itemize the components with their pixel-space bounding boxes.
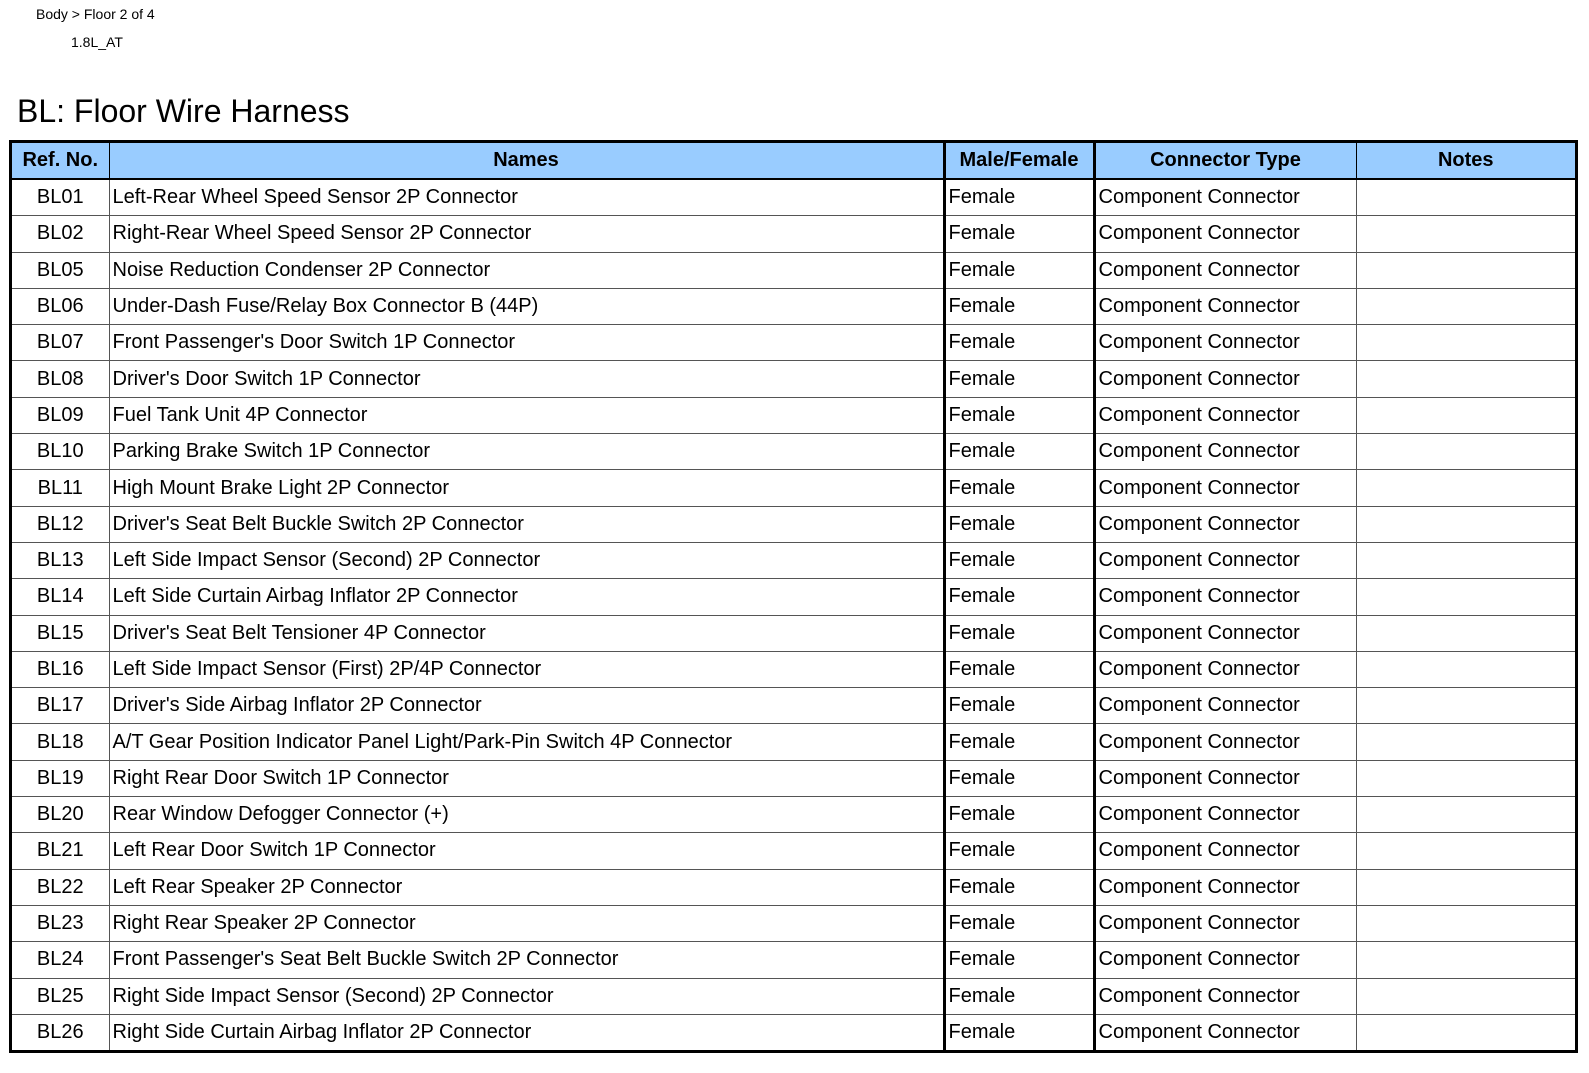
cell-ref-no: BL20	[12, 797, 109, 833]
cell-notes	[1356, 361, 1575, 397]
cell-notes	[1356, 760, 1575, 796]
cell-notes	[1356, 724, 1575, 760]
table-row	[12, 325, 1575, 361]
cell-connector-type: Component Connector	[1094, 179, 1356, 216]
column-header-connector-type: Connector Type	[1094, 143, 1356, 179]
cell-notes	[1356, 797, 1575, 833]
cell-notes	[1356, 833, 1575, 869]
cell-notes	[1356, 252, 1575, 288]
cell-ref-no: BL19	[12, 760, 109, 796]
cell-ref-no: BL16	[12, 651, 109, 687]
table-row	[12, 869, 1575, 905]
cell-ref-no: BL12	[12, 506, 109, 542]
cell-ref-no: BL02	[12, 216, 109, 252]
cell-male-female: Female	[944, 470, 1094, 506]
cell-notes	[1356, 942, 1575, 978]
table-row	[12, 905, 1575, 941]
cell-connector-type: Component Connector	[1094, 361, 1356, 397]
cell-notes	[1356, 506, 1575, 542]
cell-name: Parking Brake Switch 1P Connector	[109, 434, 944, 470]
cell-name: Front Passenger's Seat Belt Buckle Switch 2P Connector	[109, 942, 944, 978]
cell-connector-type: Component Connector	[1094, 833, 1356, 869]
cell-ref-no: BL14	[12, 579, 109, 615]
cell-connector-type: Component Connector	[1094, 434, 1356, 470]
cell-male-female: Female	[944, 651, 1094, 687]
cell-name: Right Rear Speaker 2P Connector	[109, 905, 944, 941]
cell-notes	[1356, 434, 1575, 470]
cell-ref-no: BL13	[12, 542, 109, 578]
cell-ref-no: BL23	[12, 905, 109, 941]
cell-ref-no: BL21	[12, 833, 109, 869]
table-row	[12, 688, 1575, 724]
cell-ref-no: BL24	[12, 942, 109, 978]
cell-ref-no: BL15	[12, 615, 109, 651]
table-row	[12, 942, 1575, 978]
cell-male-female: Female	[944, 1014, 1094, 1050]
cell-male-female: Female	[944, 615, 1094, 651]
cell-ref-no: BL18	[12, 724, 109, 760]
cell-name: Driver's Side Airbag Inflator 2P Connector	[109, 688, 944, 724]
cell-connector-type: Component Connector	[1094, 216, 1356, 252]
cell-ref-no: BL09	[12, 397, 109, 433]
column-header-notes: Notes	[1356, 143, 1575, 179]
cell-name: Driver's Seat Belt Buckle Switch 2P Connector	[109, 506, 944, 542]
cell-notes	[1356, 615, 1575, 651]
cell-connector-type: Component Connector	[1094, 905, 1356, 941]
cell-notes	[1356, 579, 1575, 615]
table-row	[12, 1014, 1575, 1050]
table-row	[12, 252, 1575, 288]
table-row	[12, 978, 1575, 1014]
cell-notes	[1356, 905, 1575, 941]
cell-connector-type: Component Connector	[1094, 724, 1356, 760]
cell-ref-no: BL06	[12, 288, 109, 324]
cell-notes	[1356, 288, 1575, 324]
cell-male-female: Female	[944, 869, 1094, 905]
connector-table	[12, 143, 1575, 1050]
table-row	[12, 724, 1575, 760]
cell-name: Right Side Curtain Airbag Inflator 2P Connector	[109, 1014, 944, 1050]
cell-connector-type: Component Connector	[1094, 470, 1356, 506]
breadcrumb: Body > Floor 2 of 4	[36, 6, 155, 22]
table-row	[12, 397, 1575, 433]
cell-notes	[1356, 651, 1575, 687]
cell-ref-no: BL08	[12, 361, 109, 397]
cell-name: Left Side Impact Sensor (First) 2P/4P Connector	[109, 651, 944, 687]
cell-connector-type: Component Connector	[1094, 506, 1356, 542]
cell-connector-type: Component Connector	[1094, 397, 1356, 433]
column-header-ref-no: Ref. No.	[12, 143, 109, 179]
cell-notes	[1356, 542, 1575, 578]
table-row	[12, 797, 1575, 833]
cell-notes	[1356, 978, 1575, 1014]
cell-notes	[1356, 325, 1575, 361]
cell-notes	[1356, 688, 1575, 724]
cell-male-female: Female	[944, 833, 1094, 869]
table-row	[12, 542, 1575, 578]
table-row	[12, 760, 1575, 796]
cell-male-female: Female	[944, 325, 1094, 361]
cell-connector-type: Component Connector	[1094, 869, 1356, 905]
cell-name: Noise Reduction Condenser 2P Connector	[109, 252, 944, 288]
cell-name: Left Rear Speaker 2P Connector	[109, 869, 944, 905]
table-row	[12, 833, 1575, 869]
cell-name: Right-Rear Wheel Speed Sensor 2P Connector	[109, 216, 944, 252]
table-row	[12, 434, 1575, 470]
cell-name: Right Rear Door Switch 1P Connector	[109, 760, 944, 796]
cell-ref-no: BL22	[12, 869, 109, 905]
table-row	[12, 361, 1575, 397]
cell-connector-type: Component Connector	[1094, 252, 1356, 288]
cell-male-female: Female	[944, 724, 1094, 760]
cell-male-female: Female	[944, 179, 1094, 216]
cell-connector-type: Component Connector	[1094, 542, 1356, 578]
cell-ref-no: BL07	[12, 325, 109, 361]
cell-notes	[1356, 869, 1575, 905]
cell-male-female: Female	[944, 216, 1094, 252]
cell-name: Right Side Impact Sensor (Second) 2P Connector	[109, 978, 944, 1014]
cell-name: Left Rear Door Switch 1P Connector	[109, 833, 944, 869]
cell-ref-no: BL25	[12, 978, 109, 1014]
table-row	[12, 506, 1575, 542]
cell-notes	[1356, 1014, 1575, 1050]
cell-notes	[1356, 179, 1575, 216]
table-row	[12, 470, 1575, 506]
table-row	[12, 615, 1575, 651]
cell-male-female: Female	[944, 760, 1094, 796]
cell-male-female: Female	[944, 361, 1094, 397]
cell-male-female: Female	[944, 978, 1094, 1014]
table-body	[12, 179, 1575, 1050]
cell-ref-no: BL10	[12, 434, 109, 470]
cell-male-female: Female	[944, 434, 1094, 470]
cell-connector-type: Component Connector	[1094, 688, 1356, 724]
cell-notes	[1356, 216, 1575, 252]
column-header-names: Names	[109, 143, 944, 179]
cell-ref-no: BL26	[12, 1014, 109, 1050]
cell-name: Left Side Curtain Airbag Inflator 2P Connector	[109, 579, 944, 615]
table-header-row	[12, 143, 1575, 179]
cell-name: Driver's Door Switch 1P Connector	[109, 361, 944, 397]
table-row	[12, 579, 1575, 615]
cell-connector-type: Component Connector	[1094, 797, 1356, 833]
cell-connector-type: Component Connector	[1094, 288, 1356, 324]
cell-connector-type: Component Connector	[1094, 325, 1356, 361]
cell-name: High Mount Brake Light 2P Connector	[109, 470, 944, 506]
cell-male-female: Female	[944, 506, 1094, 542]
cell-ref-no: BL05	[12, 252, 109, 288]
table-row	[12, 651, 1575, 687]
cell-name: A/T Gear Position Indicator Panel Light/Park-Pin Switch 4P Connector	[109, 724, 944, 760]
cell-notes	[1356, 470, 1575, 506]
table-row	[12, 288, 1575, 324]
variant-label: 1.8L_AT	[71, 34, 123, 50]
column-header-male-female: Male/Female	[944, 143, 1094, 179]
cell-connector-type: Component Connector	[1094, 615, 1356, 651]
cell-notes	[1356, 397, 1575, 433]
cell-ref-no: BL01	[12, 179, 109, 216]
cell-name: Left-Rear Wheel Speed Sensor 2P Connector	[109, 179, 944, 216]
cell-connector-type: Component Connector	[1094, 942, 1356, 978]
connector-table-container	[9, 140, 1578, 1053]
cell-connector-type: Component Connector	[1094, 651, 1356, 687]
cell-name: Driver's Seat Belt Tensioner 4P Connector	[109, 615, 944, 651]
table-row	[12, 216, 1575, 252]
cell-name: Under-Dash Fuse/Relay Box Connector B (44P)	[109, 288, 944, 324]
cell-male-female: Female	[944, 252, 1094, 288]
cell-male-female: Female	[944, 579, 1094, 615]
cell-connector-type: Component Connector	[1094, 978, 1356, 1014]
cell-connector-type: Component Connector	[1094, 760, 1356, 796]
page-title: BL: Floor Wire Harness	[17, 93, 350, 129]
cell-male-female: Female	[944, 905, 1094, 941]
cell-connector-type: Component Connector	[1094, 1014, 1356, 1050]
cell-male-female: Female	[944, 688, 1094, 724]
cell-connector-type: Component Connector	[1094, 579, 1356, 615]
cell-ref-no: BL11	[12, 470, 109, 506]
cell-name: Rear Window Defogger Connector (+)	[109, 797, 944, 833]
cell-male-female: Female	[944, 942, 1094, 978]
cell-name: Fuel Tank Unit 4P Connector	[109, 397, 944, 433]
cell-name: Left Side Impact Sensor (Second) 2P Connector	[109, 542, 944, 578]
cell-male-female: Female	[944, 397, 1094, 433]
cell-male-female: Female	[944, 288, 1094, 324]
table-row	[12, 179, 1575, 216]
cell-ref-no: BL17	[12, 688, 109, 724]
cell-male-female: Female	[944, 797, 1094, 833]
cell-male-female: Female	[944, 542, 1094, 578]
cell-name: Front Passenger's Door Switch 1P Connector	[109, 325, 944, 361]
